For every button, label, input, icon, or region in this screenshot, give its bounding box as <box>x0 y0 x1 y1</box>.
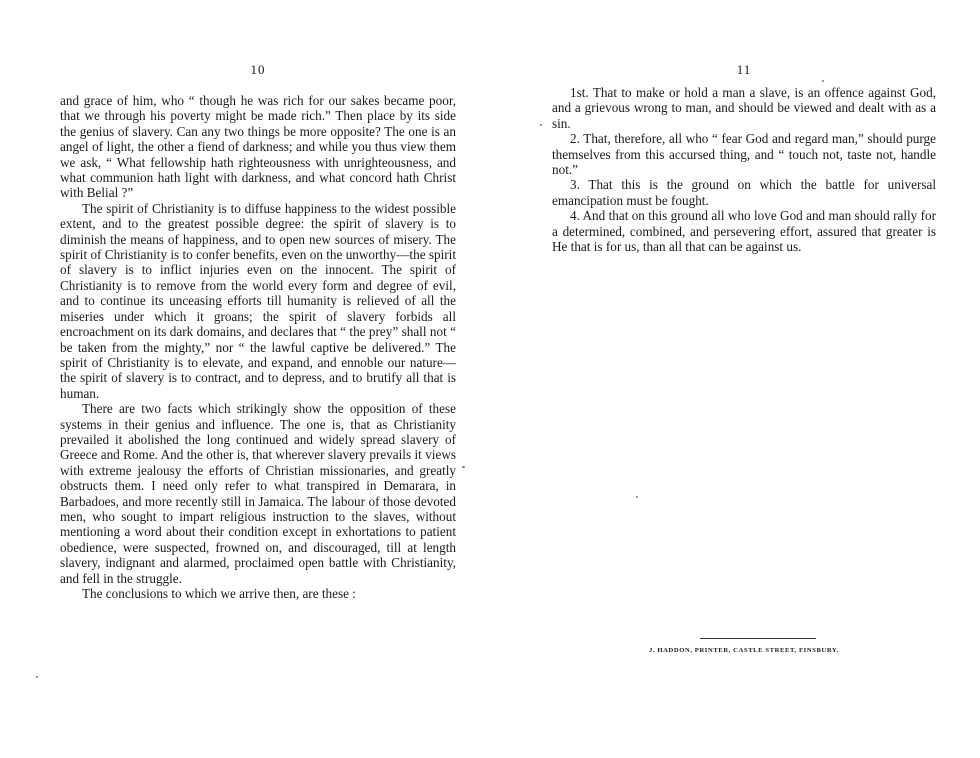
paragraph: 4. And that on this ground all who love God and man should rally for a determined, combined, and persevering effort, assured that greater is He that is for us, than all that can be against us. <box>552 208 936 255</box>
paragraph: There are two facts which strikingly show the opposition of these systems in their genius and influence. The one is, that as Christianity prevailed it abolished the long continued and widely spread slavery of Greece and Rome. And the other is, that wherever slavery prevails it views with extreme jealousy the efforts of Christian missionaries, and greatly obstructs them. I need only refer to what transpired in Demarara, in Barbadoes, and more recently still in Jamaica. The labour of those devoted men, who sought to impart religious instruction to the slaves, without mentioning a word about their condition except in exhortations to patient obedience, were suspected, frowned on, and discouraged, till at length slavery, indignant and alarmed, proclaimed open battle with Christianity, and fell in the struggle. <box>60 401 456 586</box>
right-page <box>552 0 936 758</box>
paper-speck <box>462 466 465 468</box>
page-number: 11 <box>736 62 752 77</box>
printer-imprint: J. HADDON, PRINTER, CASTLE STREET, FINSBURY. <box>649 647 839 654</box>
paper-speck <box>822 80 824 82</box>
imprint-rule <box>700 638 816 639</box>
paragraph: The spirit of Christianity is to diffuse happiness to the widest possible extent, and to the greatest possible degree: the spirit of slavery is to diminish the means of happiness, and to open new sources of misery. The spirit of Christianity is to confer benefits, even on the unworthy—the spirit of slavery is to inflict injuries even on the innocent. The spirit of Christianity is to remove from the world every form and degree of evil, and to continue its unceasing efforts till humanity is relieved of all the miseries under which it groans; the spirit of slavery forbids all encroachment on its dark domains, and declares that “ the prey” shall not “ be taken from the mighty,” nor “ the lawful captive be delivered.” The spirit of Christianity is to elevate, and expand, and ennoble our nature—the spirit of slavery is to contract, and to depress, and to brutify all that is human. <box>60 200 456 401</box>
paragraph: 3. That this is the ground on which the battle for universal emancipation must be fought. <box>552 177 936 208</box>
paper-speck <box>636 496 638 498</box>
paper-speck <box>36 676 38 678</box>
left-page <box>60 0 456 758</box>
paper-speck <box>540 124 542 126</box>
page-body <box>60 93 456 601</box>
paragraph: 2. That, therefore, all who “ fear God and regard man,” should purge themselves from this accursed thing, and “ touch not, taste not, handle not.” <box>552 131 936 178</box>
page-body <box>552 85 936 254</box>
paragraph: The conclusions to which we arrive then, are these : <box>82 586 356 601</box>
paragraph: and grace of him, who “ though he was rich for our sakes became poor, that we through his poverty might be made rich.” Then place by its side the genius of slavery. Can any two things be more opposite? The one is an angel of light, the other a fiend of darkness; and while you thus view them we ask, “ What fellowship hath righteousness with unrighteousness, and what communion hath light with darkness, and what concord hath Christ with Belial ?” <box>60 93 456 201</box>
paragraph: 1st. That to make or hold a man a slave, is an offence against God, and a grievous wrong to man, and should be viewed and dealt with as a sin. <box>552 85 936 131</box>
page-number: 10 <box>250 62 266 77</box>
